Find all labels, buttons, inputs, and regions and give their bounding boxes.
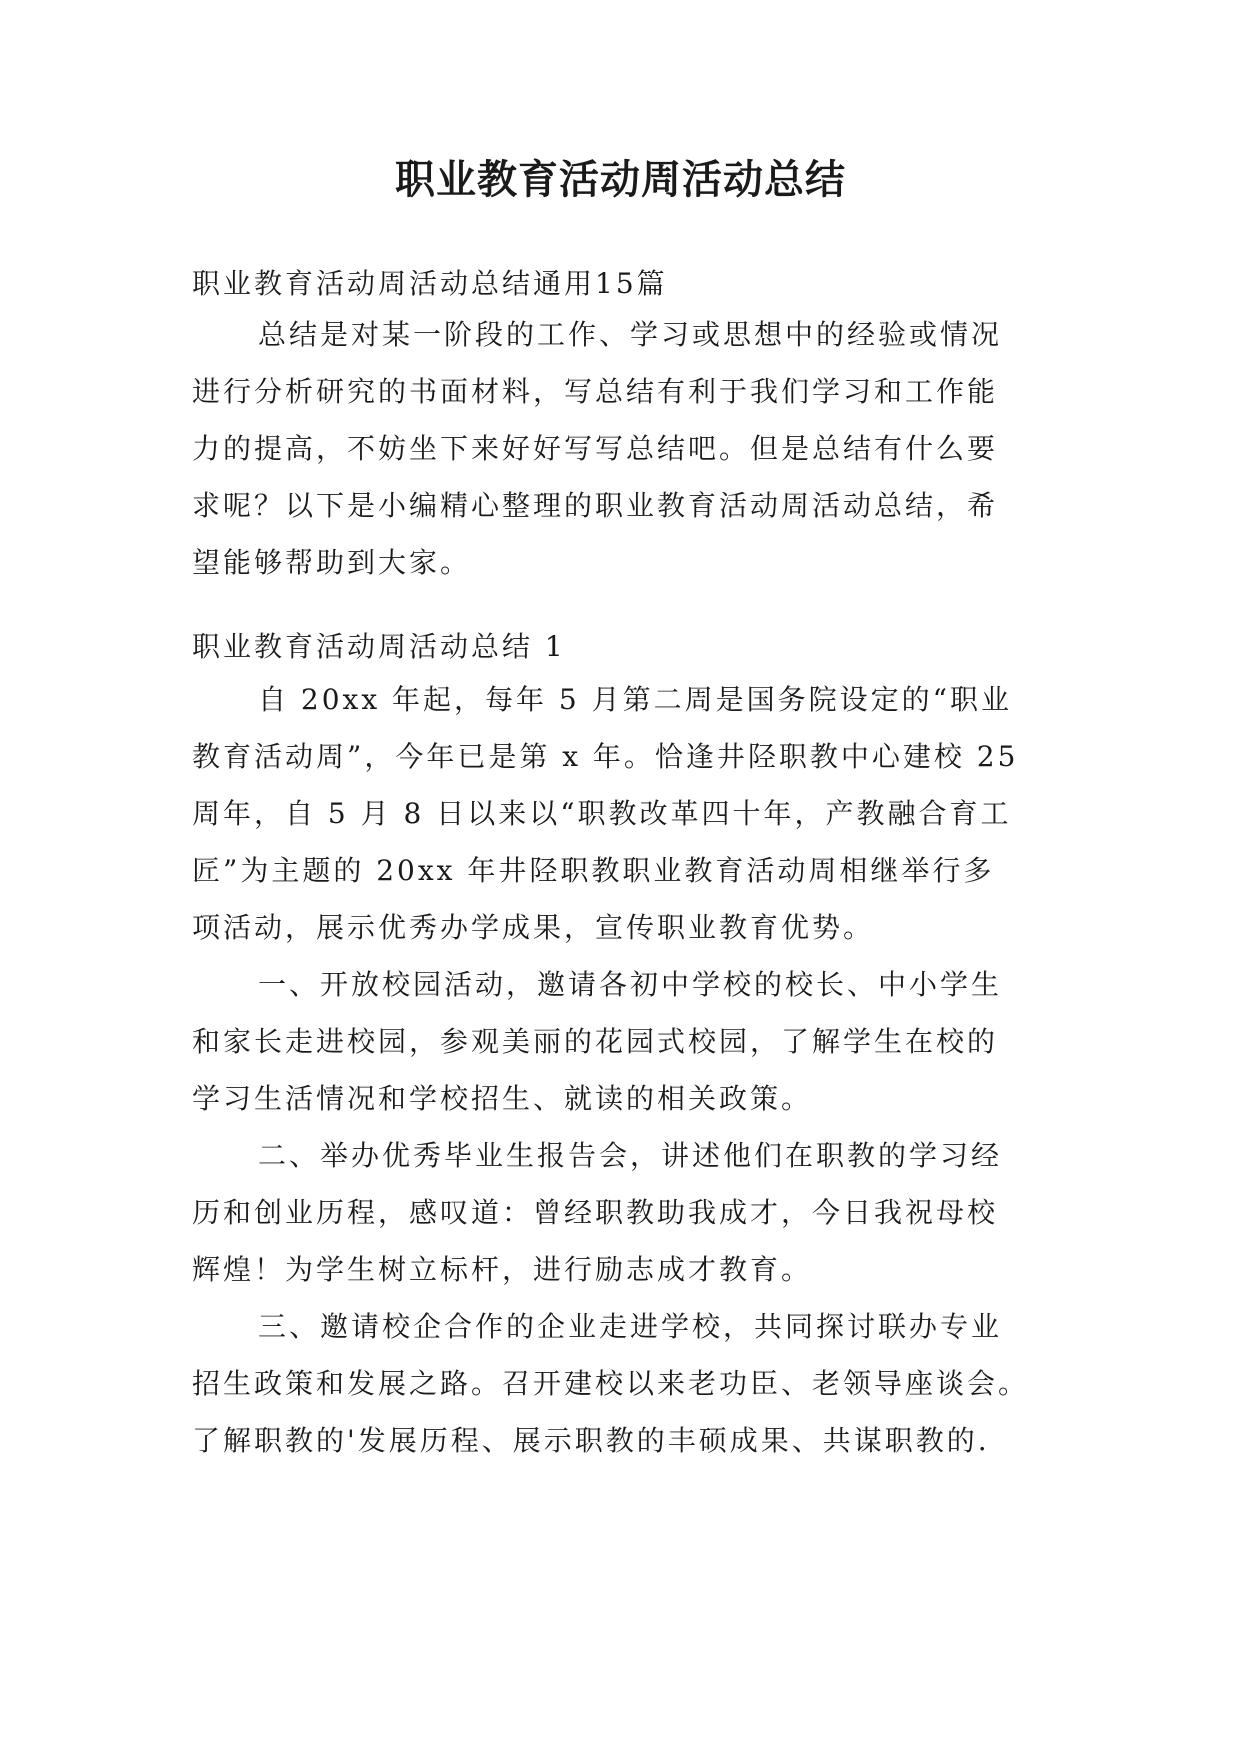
intro-line: 力的提高，不妨坐下来好好写写总结吧。但是总结有什么要 [192, 432, 999, 465]
intro-line: 望能够帮助到大家。 [192, 546, 472, 579]
paragraph-line: 一、开放校园活动，邀请各初中学校的校长、中小学生 [258, 968, 1003, 1001]
paragraph-line: 教育活动周”，今年已是第 x 年。恰逢井陉职教中心建校 25 [192, 740, 1019, 773]
paragraph-line: 和家长走进校园，参观美丽的花园式校园，了解学生在校的 [192, 1025, 999, 1058]
paragraph-line: 辉煌！为学生树立标杆，进行励志成才教育。 [192, 1253, 813, 1286]
paragraph-line: 了解职教的'发展历程、展示职教的丰硕成果、共谋职教的. [192, 1424, 990, 1457]
intro-line: 总结是对某一阶段的工作、学习或思想中的经验或情况 [258, 318, 1003, 351]
section-paragraph-3 [192, 1127, 1054, 1298]
intro-line: 进行分析研究的书面材料，写总结有利于我们学习和工作能 [192, 375, 999, 408]
paragraph-line: 项活动，展示优秀办学成果，宣传职业教育优势。 [192, 911, 875, 944]
paragraph-line: 二、举办优秀毕业生报告会，讲述他们在职教的学习经 [258, 1139, 1003, 1172]
section-paragraph-1 [192, 671, 1054, 956]
section-heading-line: 职业教育活动周活动总结 1 [192, 630, 566, 663]
document-title: 职业教育活动周活动总结 [395, 157, 846, 203]
paragraph-line: 招生政策和发展之路。召开建校以来老功臣、老领导座谈会。 [192, 1367, 1030, 1400]
paragraph-line: 学习生活情况和学校招生、就读的相关政策。 [192, 1082, 813, 1115]
subtitle-line: 职业教育活动周活动总结通用15篇 [192, 267, 668, 300]
section-paragraph-2 [192, 956, 1054, 1127]
paragraph-line: 历和创业历程，感叹道：曾经职教助我成才，今日我祝母校 [192, 1196, 999, 1229]
paragraph-line: 自 20xx 年起，每年 5 月第二周是国务院设定的“职业 [258, 683, 1012, 716]
paragraph-line: 三、邀请校企合作的企业走进学校，共同探讨联办专业 [258, 1310, 1003, 1343]
document-subtitle [192, 255, 1054, 312]
paragraph-line: 周年，自 5 月 8 日以来以“职教改革四十年，产教融合育工 [192, 797, 1012, 830]
section-paragraph-4 [192, 1298, 1054, 1469]
paragraph-line: 匠”为主题的 20xx 年井陉职教职业教育活动周相继举行多 [192, 854, 995, 887]
intro-line: 求呢？以下是小编精心整理的职业教育活动周活动总结，希 [192, 489, 999, 522]
section-heading [192, 618, 1054, 675]
intro-paragraph [192, 306, 1054, 591]
